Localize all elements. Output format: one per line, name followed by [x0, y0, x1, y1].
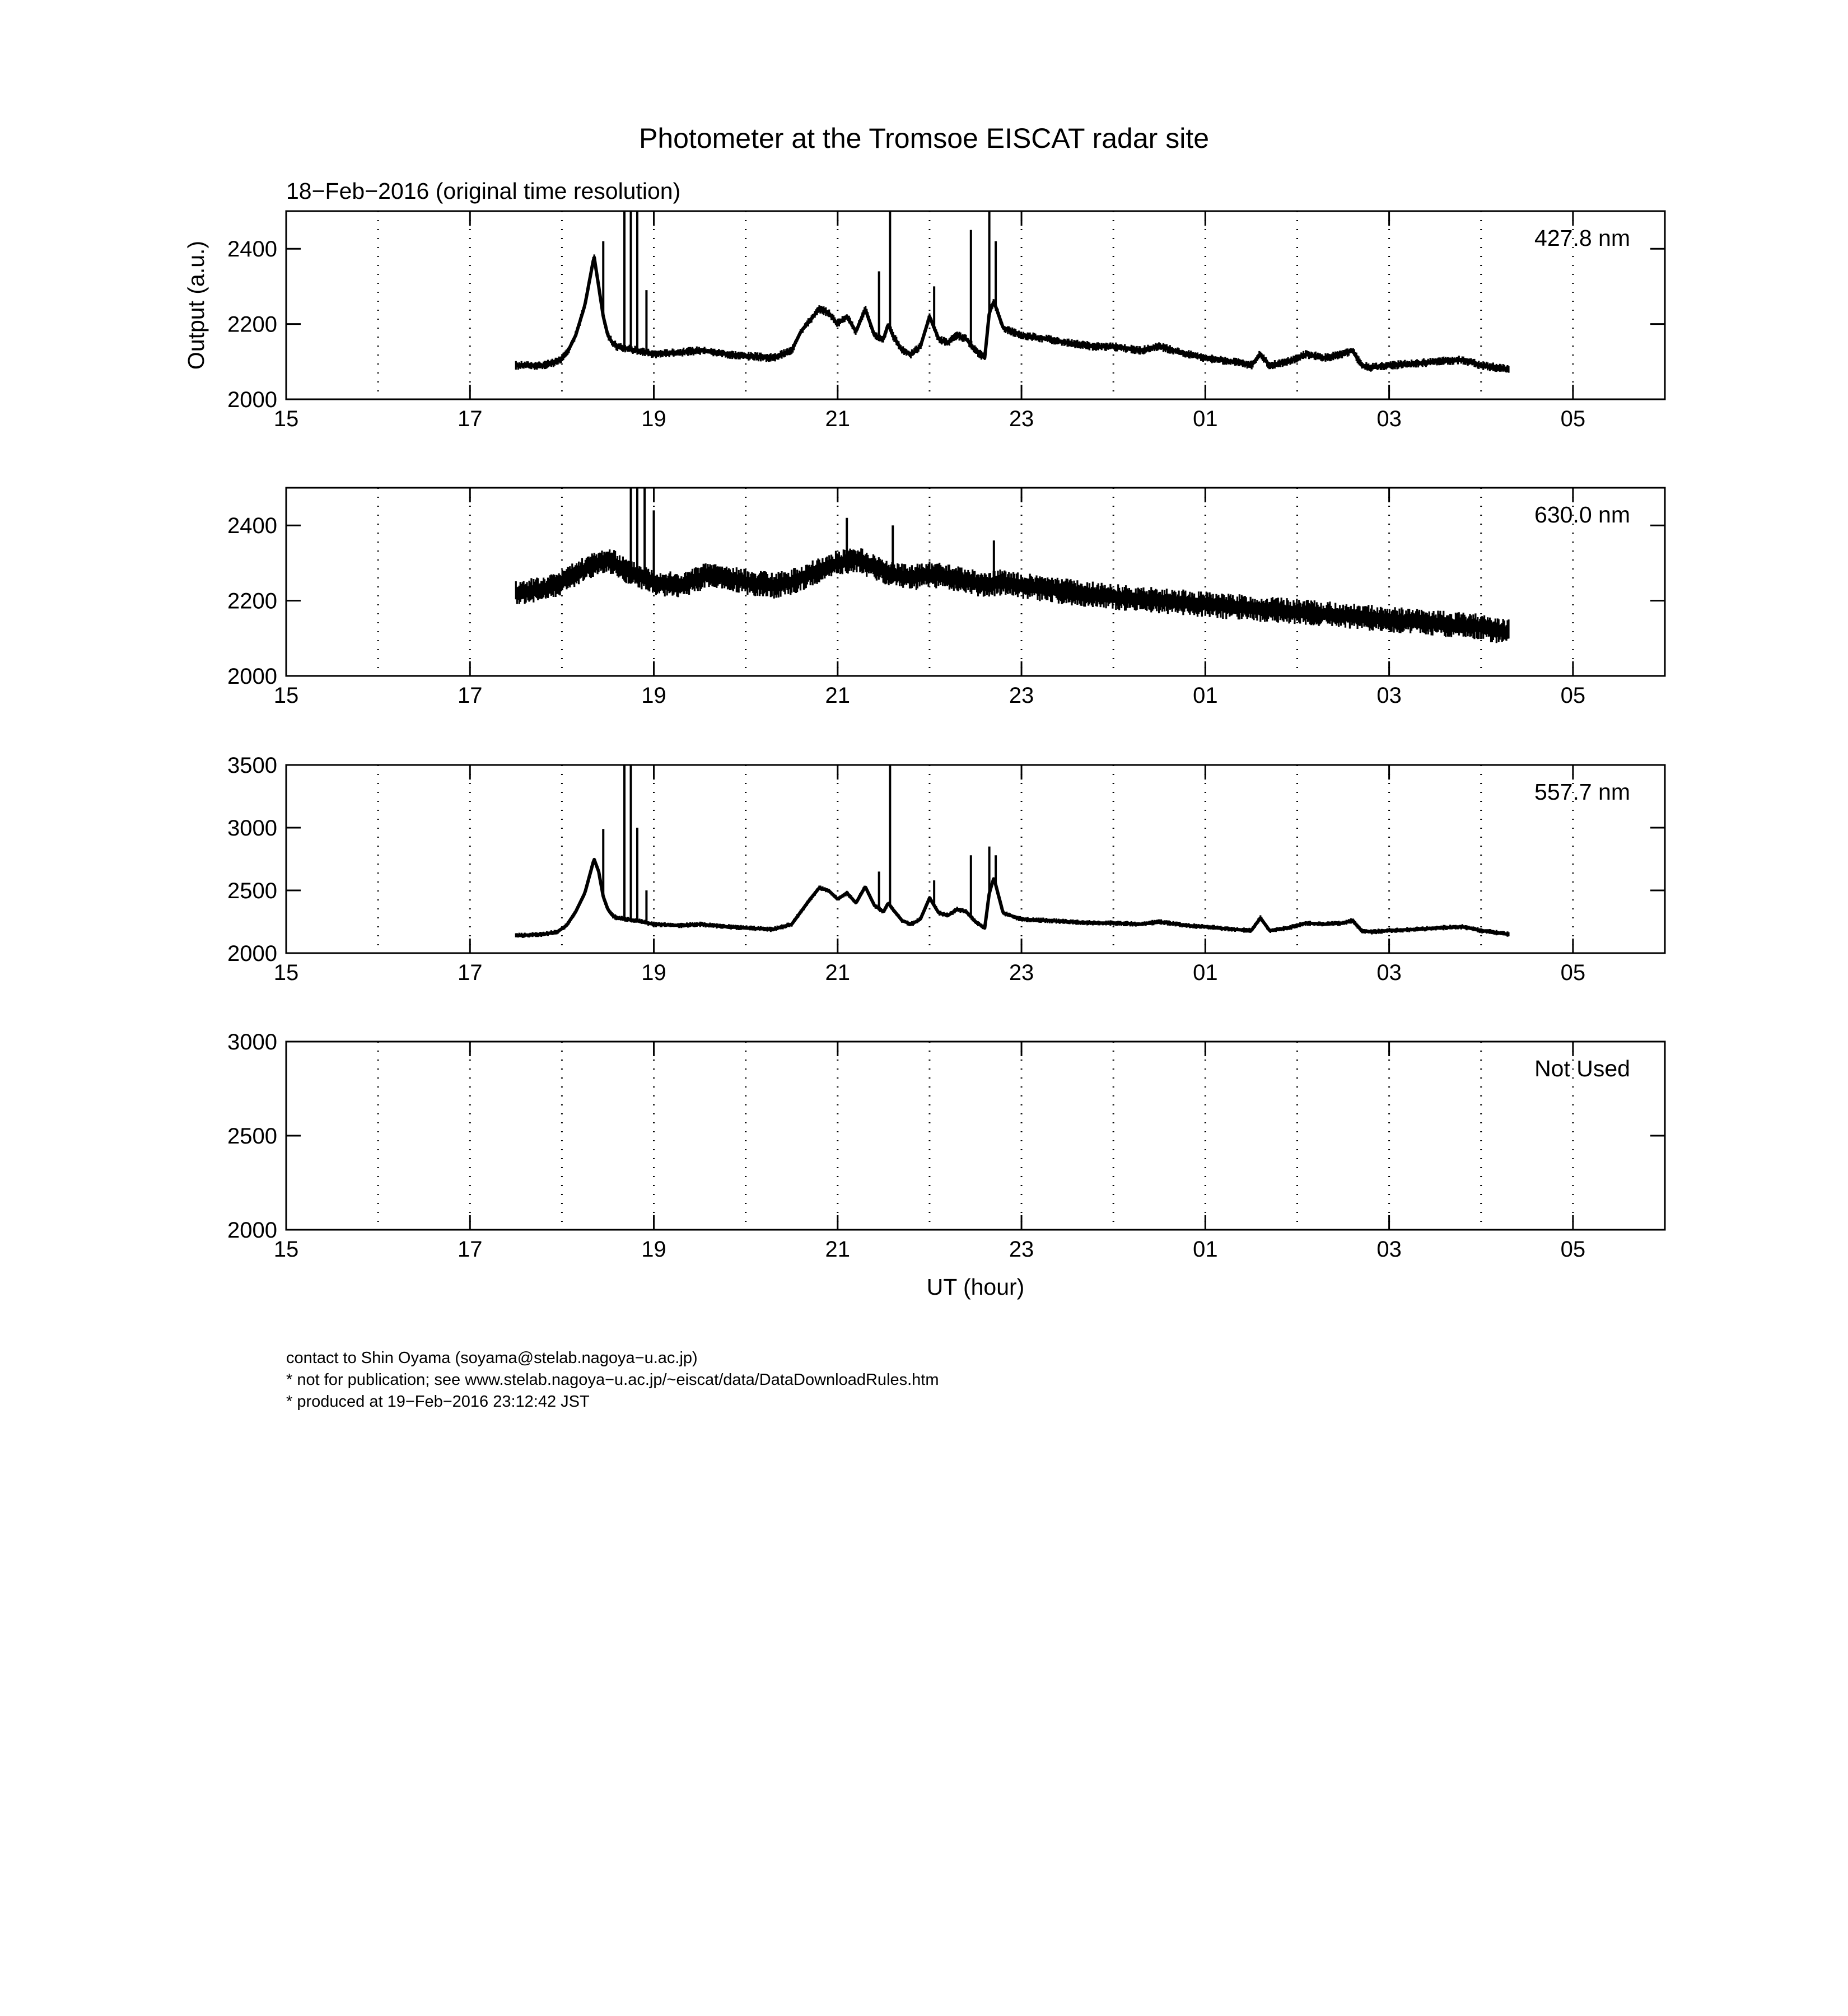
- panel-4: [227, 1030, 1665, 1262]
- axes-box: [286, 1042, 1665, 1230]
- data-series-line: [516, 860, 1509, 936]
- y-tick-label: 2400: [227, 237, 277, 262]
- data-band: [516, 548, 1509, 643]
- chart-title: Photometer at the Tromsoe EISCAT radar site: [638, 123, 1210, 154]
- y-tick-label: 2200: [227, 589, 277, 614]
- x-tick-label: 17: [458, 1237, 483, 1262]
- data-series-line: [516, 258, 1509, 369]
- x-tick-label: 15: [273, 960, 299, 985]
- chart-subtitle: 18−Feb−2016 (original time resolution): [286, 178, 681, 204]
- y-tick-label: 2000: [227, 388, 277, 412]
- panel-2: [227, 488, 1665, 708]
- x-tick-label: 21: [825, 1237, 851, 1262]
- x-tick-label: 17: [458, 407, 483, 431]
- x-tick-label: 19: [641, 960, 666, 985]
- y-tick-label: 2500: [227, 879, 277, 903]
- panel-1: [227, 211, 1665, 431]
- x-tick-label: 01: [1193, 960, 1218, 985]
- x-tick-label: 21: [825, 407, 851, 431]
- x-tick-label: 15: [273, 683, 299, 708]
- y-axis-label: Output (a.u.): [183, 240, 209, 370]
- x-tick-label: 03: [1376, 1237, 1402, 1262]
- x-tick-label: 05: [1560, 960, 1586, 985]
- x-tick-label: 15: [273, 1237, 299, 1262]
- footer-notes: [286, 1347, 939, 1413]
- x-tick-label: 23: [1009, 407, 1034, 431]
- x-tick-label: 21: [825, 683, 851, 708]
- footer-contact: contact to Shin Oyama (soyama@stelab.nagoya−u.ac.jp): [286, 1349, 698, 1367]
- x-tick-label: 19: [641, 683, 666, 708]
- x-tick-label: 19: [641, 1237, 666, 1262]
- x-tick-label: 03: [1376, 407, 1402, 431]
- x-tick-label: 17: [458, 960, 483, 985]
- panel-label: Not Used: [1534, 1056, 1630, 1081]
- footer-produced-at: * produced at 19−Feb−2016 23:12:42 JST: [286, 1393, 590, 1411]
- x-axis-label: UT (hour): [926, 1274, 1025, 1300]
- x-tick-label: 01: [1193, 407, 1218, 431]
- x-tick-label: 03: [1376, 960, 1402, 985]
- panel-label: 630.0 nm: [1534, 502, 1630, 528]
- y-tick-label: 2500: [227, 1124, 277, 1149]
- x-tick-label: 05: [1560, 683, 1586, 708]
- y-tick-label: 2000: [227, 941, 277, 966]
- x-tick-label: 19: [641, 407, 666, 431]
- x-tick-label: 17: [458, 683, 483, 708]
- panel-label: 557.7 nm: [1534, 779, 1630, 805]
- x-tick-label: 01: [1193, 683, 1218, 708]
- y-tick-label: 2000: [227, 1218, 277, 1243]
- panel-3: [227, 753, 1665, 985]
- x-tick-label: 03: [1376, 683, 1402, 708]
- x-tick-label: 23: [1009, 683, 1034, 708]
- x-tick-label: 15: [273, 407, 299, 431]
- y-tick-label: 3000: [227, 816, 277, 841]
- x-tick-label: 05: [1560, 1237, 1586, 1262]
- y-tick-label: 2200: [227, 312, 277, 337]
- y-tick-label: 3000: [227, 1030, 277, 1054]
- axes-box: [286, 765, 1665, 953]
- y-tick-label: 2000: [227, 664, 277, 689]
- panel-label: 427.8 nm: [1534, 225, 1630, 251]
- y-tick-label: 2400: [227, 514, 277, 539]
- x-tick-label: 23: [1009, 1237, 1034, 1262]
- footer-publication-note: * not for publication; see www.stelab.nagoya−u.ac.jp/~eiscat/data/DataDownloadRules.htm: [286, 1371, 939, 1389]
- x-tick-label: 05: [1560, 407, 1586, 431]
- x-tick-label: 21: [825, 960, 851, 985]
- x-tick-label: 23: [1009, 960, 1034, 985]
- y-tick-label: 3500: [227, 753, 277, 778]
- x-tick-label: 01: [1193, 1237, 1218, 1262]
- axes-box: [286, 211, 1665, 399]
